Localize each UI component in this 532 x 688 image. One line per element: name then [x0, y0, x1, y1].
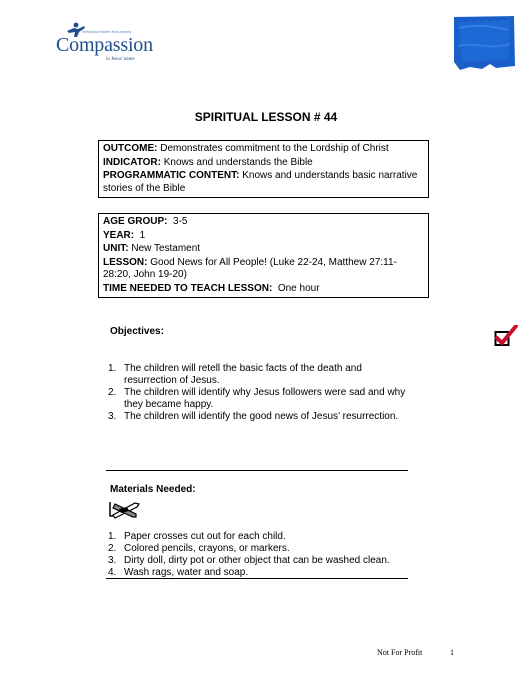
list-item: 2. Colored pencils, crayons, or markers.	[108, 543, 290, 554]
divider	[106, 578, 408, 579]
list-item: 1. Paper crosses cut out for each child.	[108, 531, 286, 542]
unit-label: UNIT:	[103, 243, 129, 254]
logo-wordmark: Compassion	[56, 34, 153, 56]
unit-value: New Testament	[128, 243, 201, 254]
age-row	[103, 216, 424, 229]
materials-heading: Materials Needed:	[110, 484, 196, 495]
lesson-row	[103, 257, 424, 282]
divider	[106, 470, 408, 471]
logo-subline: in Jesus' name	[106, 57, 135, 62]
blue-scribble-icon	[452, 16, 516, 70]
indicator-value: Knows and understands the Bible	[160, 156, 313, 168]
objectives-heading: Objectives:	[110, 326, 164, 337]
page-title: SPIRITUAL LESSON # 44	[194, 110, 338, 124]
year-label: YEAR:	[103, 229, 135, 241]
lesson-label: LESSON:	[103, 256, 148, 268]
list-item: 1. The children will retell the basic facts of the death and resurrection of Jesus.	[108, 363, 362, 386]
content-label: PROGRAMMATIC CONTENT:	[103, 170, 240, 181]
list-item: 3. Dirty doll, dirty pot or other object that can be washed clean.	[108, 555, 390, 566]
content-value: Knows and understands basic narrative stories of the Bible	[103, 170, 418, 194]
outcome-row	[103, 143, 424, 156]
outcome-label: OUTCOME:	[103, 143, 158, 154]
indicator-row	[103, 157, 424, 170]
content-row	[103, 170, 424, 195]
lesson-info-box	[98, 213, 429, 298]
time-label: TIME NEEDED TO TEACH LESSON:	[103, 282, 273, 294]
footer-text: Not For Profit	[377, 648, 423, 657]
checkbox-checked-icon	[494, 325, 518, 347]
outcome-box	[98, 140, 429, 198]
indicator-label: INDICATOR:	[103, 156, 161, 168]
objectives-list	[108, 363, 408, 423]
year-value: 1	[134, 229, 146, 241]
list-item: 4. Wash rags, water and soap.	[108, 567, 249, 578]
unit-row	[103, 243, 424, 256]
logo-tagline: Releasing children from poverty	[82, 30, 132, 34]
materials-list	[108, 531, 408, 579]
outcome-value: Demonstrates commitment to the Lordship of Christ	[157, 143, 389, 154]
compassion-logo	[56, 22, 166, 68]
time-row	[103, 283, 424, 296]
list-item: 3. The children will identify the good news of Jesus’ resurrection.	[108, 411, 399, 422]
lesson-value: Good News for All People! (Luke 22-24, Matthew 27:11-28:20, John 19-20)	[103, 256, 397, 280]
list-item: 2. The children will identify why Jesus followers were sad and why they became happy.	[108, 387, 406, 410]
time-value: One hour	[272, 282, 320, 294]
year-row	[103, 230, 424, 243]
pencils-icon	[109, 499, 141, 519]
page-number: 1	[450, 648, 454, 657]
age-value: 3-5	[167, 216, 188, 227]
age-label: AGE GROUP:	[103, 216, 168, 227]
